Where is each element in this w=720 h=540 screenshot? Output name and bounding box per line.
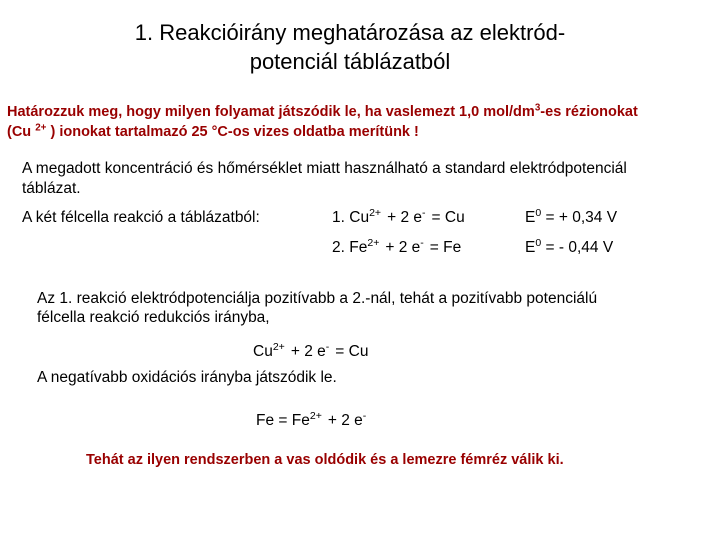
problem-line-2: (Cu $^{2+}$ ) ionokat tartalmazó 25 °C-os vizes oldatba merítünk ! — [7, 122, 419, 140]
conclusion: Tehát az ilyen rendszerben a vas oldódik és a lemezre fémréz válik ki. — [86, 452, 564, 468]
reaction-1-equation: 1. $Cu^{2+} + 2$ e- = Cu — [332, 207, 465, 226]
reaction-2-potential: $E^0$ = - 0,44 V — [525, 237, 614, 256]
page-title — [0, 18, 700, 76]
explanation-line-2: félcella reakció redukciós irányba, — [37, 309, 270, 326]
note-line-2: táblázat. — [22, 180, 81, 197]
reduction-equation: $Cu^{2+} + 2$ e- = Cu — [253, 341, 369, 360]
reaction-1-potential: $E^0$ = + 0,34 V — [525, 207, 618, 226]
note-line-1: A megadott koncentráció és hőmérséklet miatt használható a standard elektródpotenciál — [22, 160, 627, 177]
oxidation-text: A negatívabb oxidációs irányba játszódik le. — [37, 369, 337, 386]
oxidation-equation: $Fe = Fe^{2+} + 2$ e- — [256, 410, 367, 429]
superscript: 2+ — [35, 122, 47, 134]
problem-line-1: Határozzuk meg, hogy milyen folyamat játszódik le, ha vaslemezt 1,0 mol/$dm^3-es$ rézionokat — [7, 102, 638, 120]
reaction-2-equation: 2. $Fe^{2+} + 2$ e- = Fe — [332, 237, 462, 256]
superscript: 3 — [534, 102, 541, 114]
explanation-line-1: Az 1. reakció elektródpotenciálja pozitívabb a 2.-nál, tehát a pozitívabb potenciálú — [37, 290, 598, 307]
title-line-1: 1. Reakcióirány meghatározása az elektród- — [134, 20, 566, 45]
reactions-label: A két félcella reakció a táblázatból: — [22, 209, 260, 226]
title-line-2: potenciál táblázatból — [249, 49, 451, 74]
